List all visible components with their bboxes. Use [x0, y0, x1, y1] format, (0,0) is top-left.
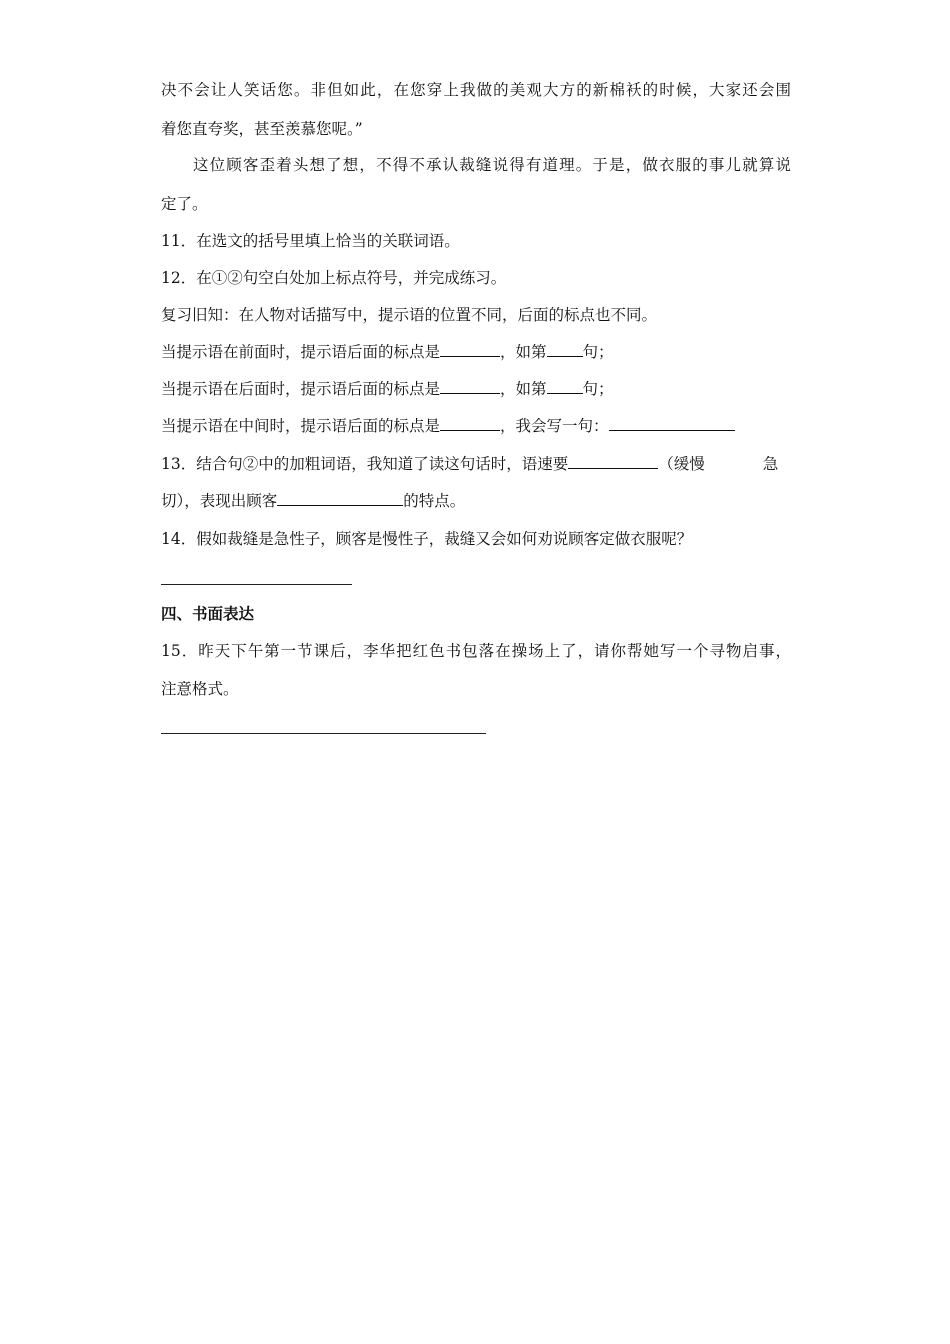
- question-12: 12．在①②句空白处加上标点符号，并完成练习。: [161, 269, 507, 287]
- q13-option-slow: （缓慢: [658, 455, 705, 473]
- passage-line-2: 着您直夸奖，甚至羡慕您呢。”: [161, 120, 363, 138]
- question-15-line-2: 注意格式。: [161, 680, 239, 698]
- review-note: 复习旧知：在人物对话描写中，提示语的位置不同，后面的标点也不同。: [161, 306, 658, 324]
- middle-write-text: ，我会写一句：: [500, 417, 609, 435]
- question-15-answer-line[interactable]: [161, 733, 486, 734]
- front-punct-blank[interactable]: [440, 342, 500, 357]
- back-prompt-line: [161, 379, 791, 399]
- passage-line-4: 定了。: [161, 195, 208, 213]
- middle-sentence-blank[interactable]: [609, 416, 735, 431]
- question-14-answer-line[interactable]: [161, 584, 352, 585]
- back-example-text: ，如第: [500, 380, 547, 398]
- q13-prompt: 13．结合句②中的加粗词语，我知道了读这句话时，语速要: [161, 455, 569, 473]
- front-prompt-line: [161, 342, 791, 362]
- q13-trait-suffix: 的特点。: [403, 492, 466, 510]
- middle-prompt-line: [161, 416, 791, 436]
- front-sentence-suffix: 句；: [582, 343, 614, 361]
- front-prompt-text: 当提示语在前面时，提示语后面的标点是: [161, 343, 441, 361]
- question-15-line-1: 15．昨天下午第一节课后，李华把红色书包落在操场上了，请你帮她写一个寻物启事，: [161, 642, 791, 660]
- middle-prompt-text: 当提示语在中间时，提示语后面的标点是: [161, 417, 441, 435]
- question-13-line-1: [161, 454, 791, 474]
- back-sentence-suffix: 句；: [582, 380, 614, 398]
- question-11: 11．在选文的括号里填上恰当的关联词语。: [161, 232, 460, 250]
- middle-punct-blank[interactable]: [440, 416, 500, 431]
- question-13-line-2: [161, 491, 791, 511]
- q13-speed-blank[interactable]: [568, 454, 658, 469]
- back-prompt-text: 当提示语在后面时，提示语后面的标点是: [161, 380, 441, 398]
- question-14: 14．假如裁缝是急性子，顾客是慢性子，裁缝又会如何劝说顾客定做衣服呢？: [161, 530, 693, 548]
- q13-trait-prompt: 切），表现出顾客: [161, 492, 278, 510]
- back-punct-blank[interactable]: [440, 379, 500, 394]
- passage-line-1: 决不会让人笑话您。非但如此，在您穿上我做的美观大方的新棉袄的时候，大家还会围: [161, 81, 791, 99]
- front-example-text: ，如第: [500, 343, 547, 361]
- front-sentence-blank[interactable]: [547, 342, 583, 357]
- section-4-heading: 四、书面表达: [161, 605, 255, 623]
- passage-line-3: 这位顾客歪着头想了想，不得不承认裁缝说得有道理。于是，做衣服的事儿就算说: [193, 156, 791, 174]
- back-sentence-blank[interactable]: [547, 379, 583, 394]
- q13-trait-blank[interactable]: [277, 491, 403, 506]
- q13-option-fast: 急: [762, 455, 779, 473]
